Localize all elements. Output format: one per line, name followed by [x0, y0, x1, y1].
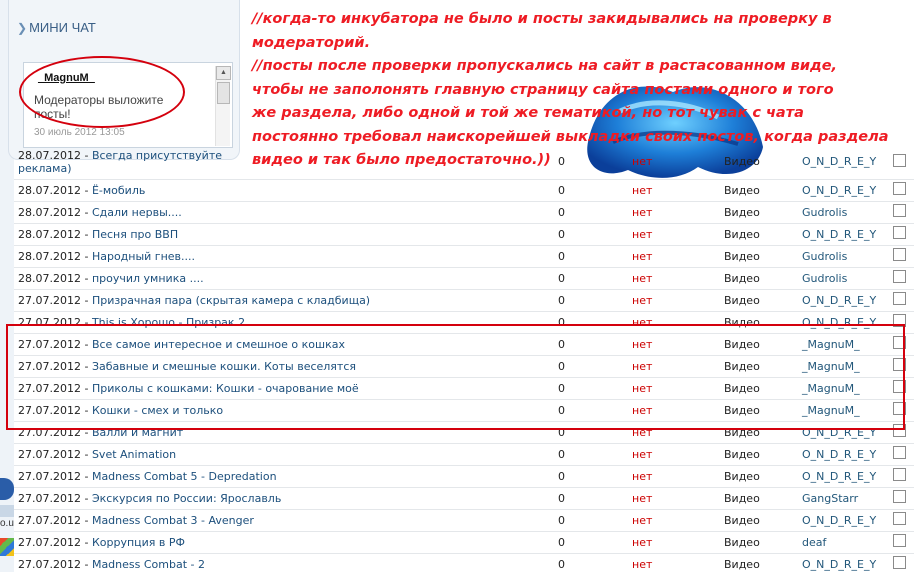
category-label: Видео: [720, 443, 798, 465]
date-separator: -: [80, 271, 92, 285]
post-date: 27.07.2012: [18, 491, 81, 505]
author-link[interactable]: _MagnuM_: [802, 359, 860, 373]
category-label: Видео: [720, 223, 798, 245]
date-separator: -: [80, 469, 92, 483]
post-title-link[interactable]: Валли и магнит: [91, 425, 184, 439]
category-label: Видео: [720, 531, 798, 553]
post-date: 27.07.2012: [18, 315, 81, 329]
post-title-link[interactable]: Всегда присутствуйте: [91, 148, 222, 162]
table-row: [14, 531, 914, 553]
select-checkbox[interactable]: [893, 226, 906, 239]
approval-status: нет: [628, 311, 720, 333]
approval-status: нет: [628, 443, 720, 465]
select-cell: [884, 223, 914, 245]
table-row: [14, 223, 914, 245]
post-title-link[interactable]: Svet Animation: [91, 447, 177, 461]
date-separator: -: [80, 293, 92, 307]
post-date: 28.07.2012: [18, 148, 81, 162]
views-count: 0: [554, 399, 628, 421]
select-checkbox[interactable]: [893, 270, 906, 283]
mini-chat-header: [17, 20, 96, 35]
category-label: Видео: [720, 465, 798, 487]
post-date: 27.07.2012: [18, 535, 81, 549]
post-date: 27.07.2012: [18, 359, 81, 373]
category-label: Видео: [720, 245, 798, 267]
category-label: Видео: [720, 399, 798, 421]
author-link[interactable]: O_N_D_R_E_Y: [802, 227, 877, 241]
approval-status: нет: [628, 179, 720, 201]
post-date: 28.07.2012: [18, 183, 81, 197]
author-cell: [798, 267, 884, 289]
author-cell: [798, 443, 884, 465]
author-cell: [798, 201, 884, 223]
views-count: 0: [554, 421, 628, 443]
views-count: 0: [554, 487, 628, 509]
approval-status: нет: [628, 355, 720, 377]
globe-icon: [0, 478, 14, 500]
author-link[interactable]: O_N_D_R_E_Y: [802, 183, 877, 197]
post-cell: [14, 509, 554, 531]
edge-text-fragment: o.u: [0, 518, 14, 529]
post-cell: [14, 267, 554, 289]
approval-status: нет: [628, 289, 720, 311]
category-label: Видео: [720, 201, 798, 223]
chat-scrollbar[interactable]: [215, 66, 230, 146]
views-count: 0: [554, 201, 628, 223]
author-link[interactable]: deaf: [802, 535, 827, 549]
post-title-link[interactable]: Сдали нервы....: [91, 205, 182, 219]
category-label: Видео: [720, 267, 798, 289]
select-checkbox[interactable]: [893, 204, 906, 217]
post-title-link[interactable]: Призрачная пара (скрытая камера с кладбища): [91, 293, 371, 307]
post-date: 27.07.2012: [18, 293, 81, 307]
views-count: 0: [554, 531, 628, 553]
post-cell: [14, 487, 554, 509]
table-row: [14, 245, 914, 267]
annotation-line: же раздела, либо одной и той же тематикой, но тот чувак с чата: [252, 105, 804, 121]
approval-status: нет: [628, 421, 720, 443]
chevron-right-icon: ❯: [17, 21, 28, 35]
views-count: 0: [554, 223, 628, 245]
approval-status: нет: [628, 553, 720, 572]
table-row: [14, 267, 914, 289]
highlight-oval: [19, 56, 185, 128]
edge-decoration: [0, 505, 14, 517]
select-checkbox[interactable]: [893, 468, 906, 481]
select-cell: [884, 443, 914, 465]
author-link[interactable]: O_N_D_R_E_Y: [802, 155, 877, 169]
table-row: [14, 553, 914, 572]
post-title-link[interactable]: Забавные и смешные кошки. Коты веселятся: [91, 359, 357, 373]
select-cell: [884, 531, 914, 553]
annotation-text: [252, 8, 912, 173]
views-count: 0: [554, 311, 628, 333]
views-count: 0: [554, 509, 628, 531]
views-count: 0: [554, 145, 628, 179]
approval-status: нет: [628, 201, 720, 223]
post-cell: [14, 531, 554, 553]
post-title-link[interactable]: Песня про ВВП: [91, 227, 179, 241]
mini-chat-panel: [8, 0, 240, 160]
date-separator: -: [80, 491, 92, 505]
approval-status: нет: [628, 509, 720, 531]
mini-chat-title: МИНИ ЧАТ: [29, 20, 96, 35]
post-cell: [14, 201, 554, 223]
category-label: Видео: [720, 377, 798, 399]
post-date: 27.07.2012: [18, 337, 81, 351]
post-date: 27.07.2012: [18, 469, 81, 483]
category-label: Видео: [720, 553, 798, 572]
views-count: 0: [554, 443, 628, 465]
table-row: [14, 201, 914, 223]
approval-status: нет: [628, 377, 720, 399]
date-separator: -: [80, 557, 92, 571]
post-title-link[interactable]: Madness Combat 3 - Avenger: [91, 513, 254, 527]
windows-logo-icon[interactable]: [0, 538, 14, 556]
date-separator: -: [80, 403, 92, 417]
date-separator: -: [80, 513, 92, 527]
post-cell: [14, 443, 554, 465]
select-checkbox[interactable]: [893, 292, 906, 305]
date-separator: -: [80, 359, 92, 373]
post-cell: [14, 553, 554, 572]
approval-status: нет: [628, 487, 720, 509]
category-label: Видео: [720, 421, 798, 443]
post-title-link-cont[interactable]: реклама): [18, 161, 72, 175]
post-date: 27.07.2012: [18, 447, 81, 461]
author-link[interactable]: O_N_D_R_E_Y: [802, 425, 877, 439]
date-separator: -: [80, 337, 92, 351]
post-title-link[interactable]: Madness Combat - 2: [91, 557, 205, 571]
category-label: Видео: [720, 145, 798, 179]
select-cell: [884, 465, 914, 487]
select-cell: [884, 487, 914, 509]
chat-message-date: 30 июль 2012 13:05: [34, 127, 125, 138]
select-checkbox[interactable]: [893, 182, 906, 195]
category-label: Видео: [720, 289, 798, 311]
select-cell: [884, 267, 914, 289]
post-cell: [14, 223, 554, 245]
date-separator: -: [80, 315, 92, 329]
post-date: 28.07.2012: [18, 249, 81, 263]
author-cell: [798, 179, 884, 201]
select-checkbox[interactable]: [893, 556, 906, 569]
approval-status: нет: [628, 223, 720, 245]
annotation-line: постоянно требовал наискорейшей выкладки своих постов, когда раздела: [252, 128, 889, 145]
date-separator: -: [80, 205, 92, 219]
post-cell: [14, 289, 554, 311]
date-separator: -: [80, 425, 92, 439]
post-date: 28.07.2012: [18, 205, 81, 219]
table-row: [14, 509, 914, 531]
post-title-link[interactable]: Все самое интересное и смешное о кошках: [91, 337, 345, 351]
author-link[interactable]: O_N_D_R_E_Y: [802, 469, 877, 483]
post-title-link[interactable]: проучил умника ....: [91, 271, 204, 285]
author-cell: [798, 289, 884, 311]
post-date: 27.07.2012: [18, 403, 81, 417]
author-cell: [798, 531, 884, 553]
table-row: [14, 487, 914, 509]
table-row: [14, 179, 914, 201]
views-count: 0: [554, 465, 628, 487]
author-link[interactable]: Gudrolis: [802, 249, 848, 263]
category-label: Видео: [720, 509, 798, 531]
author-link[interactable]: _MagnuM_: [802, 381, 860, 395]
approval-status: нет: [628, 333, 720, 355]
approval-status: нет: [628, 399, 720, 421]
date-separator: -: [80, 447, 92, 461]
post-cell: [14, 179, 554, 201]
annotation-line: //посты после проверки пропускались на сайт в растасованном виде,: [252, 58, 838, 74]
annotation-line: //когда-то инкубатора не было и посты закидывались на проверку в: [252, 11, 832, 27]
views-count: 0: [554, 245, 628, 267]
post-date: 27.07.2012: [18, 513, 81, 527]
post-title-link[interactable]: This is Хорошо - Призрак 2: [91, 315, 246, 329]
table-row: [14, 443, 914, 465]
chat-message-author[interactable]: _MagnuM_: [38, 72, 95, 84]
post-title-link[interactable]: Кошки - смех и только: [91, 403, 224, 417]
approval-status: нет: [628, 245, 720, 267]
author-link[interactable]: Gudrolis: [802, 205, 848, 219]
highlight-rectangle: [6, 324, 905, 430]
post-title-link[interactable]: Народный гнев....: [91, 249, 196, 263]
author-link[interactable]: Gudrolis: [802, 271, 848, 285]
annotation-line: видео и так было предостаточно.)): [252, 152, 551, 168]
annotation-line: чтобы не заполонять главную страницу сайта постами одного и того: [252, 81, 834, 98]
post-cell: [14, 465, 554, 487]
date-separator: -: [80, 535, 92, 549]
views-count: 0: [554, 267, 628, 289]
select-checkbox[interactable]: [893, 490, 906, 503]
table-row: [14, 465, 914, 487]
select-cell: [884, 553, 914, 572]
author-cell: [798, 553, 884, 572]
date-separator: -: [80, 381, 92, 395]
category-label: Видео: [720, 355, 798, 377]
post-date: 28.07.2012: [18, 227, 81, 241]
select-cell: [884, 179, 914, 201]
author-link[interactable]: O_N_D_R_E_Y: [802, 447, 877, 461]
scroll-thumb[interactable]: [217, 82, 230, 104]
date-separator: -: [80, 249, 92, 263]
select-cell: [884, 509, 914, 531]
select-checkbox[interactable]: [893, 248, 906, 261]
approval-status: нет: [628, 531, 720, 553]
post-title-link[interactable]: Приколы с кошками: Кошки - очарование моё: [91, 381, 359, 395]
chat-message-text: Модераторы выложите посты!: [34, 93, 164, 121]
views-count: 0: [554, 355, 628, 377]
category-label: Видео: [720, 333, 798, 355]
select-cell: [884, 245, 914, 267]
annotation-line: модераторий.: [252, 34, 371, 51]
author-cell: [798, 465, 884, 487]
author-cell: [798, 245, 884, 267]
views-count: 0: [554, 289, 628, 311]
author-link[interactable]: O_N_D_R_E_Y: [802, 557, 877, 571]
category-label: Видео: [720, 179, 798, 201]
post-date: 27.07.2012: [18, 557, 81, 571]
select-checkbox[interactable]: [893, 534, 906, 547]
post-date: 27.07.2012: [18, 425, 81, 439]
post-cell: [14, 245, 554, 267]
post-date: 27.07.2012: [18, 381, 81, 395]
approval-status: нет: [628, 145, 720, 179]
author-link[interactable]: O_N_D_R_E_Y: [802, 315, 877, 329]
approval-status: нет: [628, 465, 720, 487]
views-count: 0: [554, 179, 628, 201]
post-title-link[interactable]: Коррупция в РФ: [91, 535, 185, 549]
post-title-link[interactable]: Ё-мобиль: [91, 183, 146, 197]
scroll-up-icon[interactable]: ▲: [216, 66, 231, 80]
post-date: 28.07.2012: [18, 271, 81, 285]
date-separator: -: [80, 183, 92, 197]
select-checkbox[interactable]: [893, 446, 906, 459]
post-title-link[interactable]: Madness Combat 5 - Depredation: [91, 469, 277, 483]
date-separator: -: [80, 148, 92, 162]
author-cell: [798, 223, 884, 245]
select-cell: [884, 201, 914, 223]
select-checkbox[interactable]: [893, 512, 906, 525]
date-separator: -: [80, 227, 92, 241]
author-link[interactable]: _MagnuM_: [802, 403, 860, 417]
author-cell: [798, 487, 884, 509]
author-cell: [798, 509, 884, 531]
category-label: Видео: [720, 311, 798, 333]
post-title-link[interactable]: Экскурсия по России: Ярославль: [91, 491, 282, 505]
category-label: Видео: [720, 487, 798, 509]
views-count: 0: [554, 553, 628, 572]
table-row: [14, 289, 914, 311]
views-count: 0: [554, 377, 628, 399]
author-link[interactable]: O_N_D_R_E_Y: [802, 293, 877, 307]
views-count: 0: [554, 333, 628, 355]
author-link[interactable]: _MagnuM_: [802, 337, 860, 351]
approval-status: нет: [628, 267, 720, 289]
author-link[interactable]: GangStarr: [802, 491, 859, 505]
author-link[interactable]: O_N_D_R_E_Y: [802, 513, 877, 527]
select-cell: [884, 289, 914, 311]
